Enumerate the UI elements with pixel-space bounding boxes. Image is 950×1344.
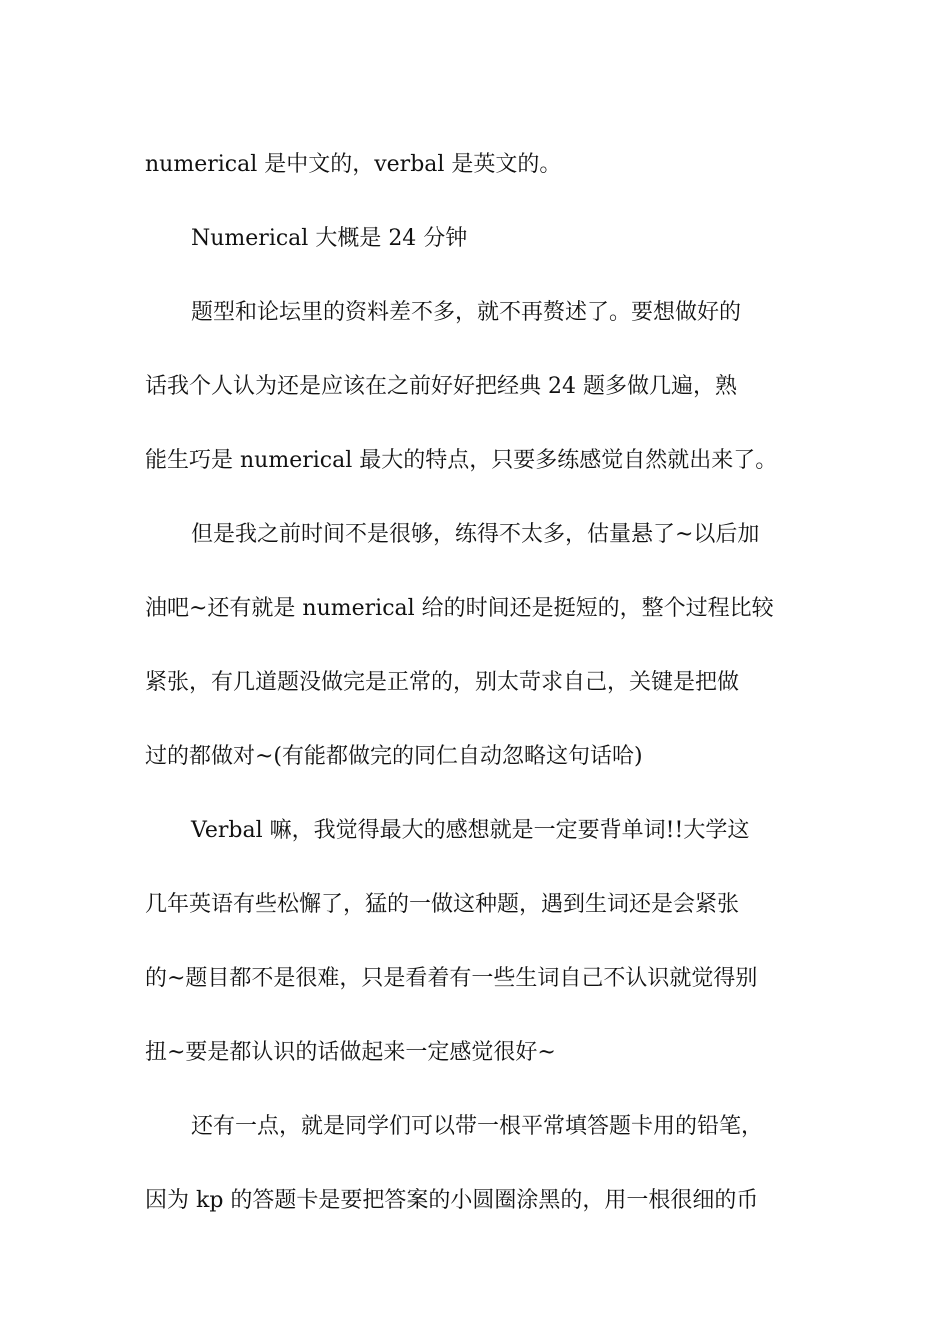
- text-line: numerical 是中文的，verbal 是英文的。: [145, 152, 562, 177]
- text-line: 的~题目都不是很难，只是看着有一些生词自己不认识就觉得别: [145, 966, 758, 991]
- document-body: [145, 128, 810, 1238]
- text-line: Numerical 大概是 24 分钟: [191, 226, 468, 251]
- text-line: 因为 kp 的答题卡是要把答案的小圆圈涂黑的，用一根很细的币: [145, 1188, 759, 1213]
- text-line: 扭~要是都认识的话做起来一定感觉很好~: [145, 1040, 556, 1065]
- text-line: 油吧~还有就是 numerical 给的时间还是挺短的，整个过程比较: [145, 596, 774, 621]
- text-line: 能生巧是 numerical 最大的特点，只要多练感觉自然就出来了。: [145, 448, 778, 473]
- paragraph-3: [145, 276, 810, 498]
- text-line: Verbal 嘛，我觉得最大的感想就是一定要背单词!!大学这: [191, 818, 750, 843]
- paragraph-4: [145, 498, 810, 794]
- text-line: 但是我之前时间不是很够，练得不太多，估量悬了~以后加: [191, 522, 760, 547]
- paragraph-6: [145, 1090, 810, 1238]
- text-line: 紧张，有几道题没做完是正常的，别太苛求自己，关键是把做: [145, 670, 740, 695]
- paragraph-1: [145, 128, 810, 202]
- paragraph-5: [145, 794, 810, 1090]
- text-line: 题型和论坛里的资料差不多，就不再赘述了。要想做好的: [191, 300, 742, 325]
- text-line: 还有一点，就是同学们可以带一根平常填答题卡用的铅笔，: [191, 1114, 764, 1139]
- text-line: 话我个人认为还是应该在之前好好把经典 24 题多做几遍，熟: [145, 374, 737, 399]
- text-line: 过的都做对~(有能都做完的同仁自动忽略这句话哈): [145, 744, 643, 769]
- text-line: 几年英语有些松懈了，猛的一做这种题，遇到生词还是会紧张: [145, 892, 740, 917]
- paragraph-2: [145, 202, 810, 276]
